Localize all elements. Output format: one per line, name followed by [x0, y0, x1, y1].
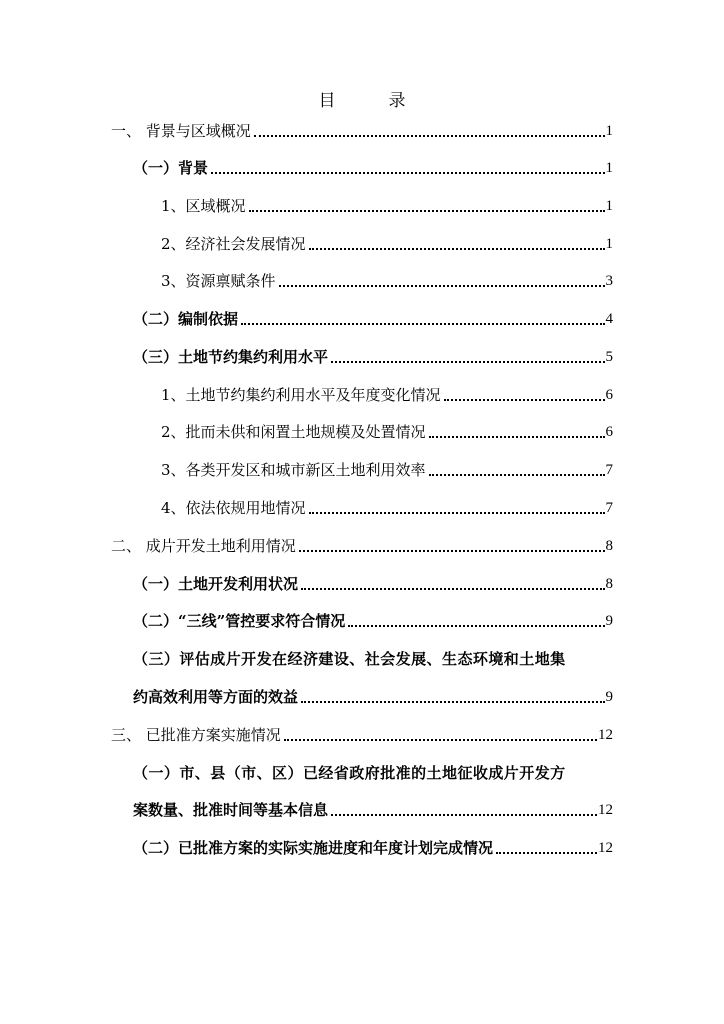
- toc-page-number: 1: [605, 198, 613, 214]
- toc-leader-dots: [309, 512, 605, 514]
- toc-entry-text: 约高效利用等方面的效益: [133, 688, 299, 706]
- toc-leader-dots: [301, 588, 604, 590]
- toc-entry-text: 2、经济社会发展情况: [161, 235, 306, 253]
- toc-page-number: 7: [605, 462, 613, 478]
- toc-leader-dots: [211, 172, 604, 174]
- toc-title: 目 录: [318, 91, 424, 111]
- toc-entry-chapter-1[interactable]: [111, 121, 613, 141]
- toc-entry-section-continuation[interactable]: [133, 800, 613, 820]
- toc-entry-section-continuation[interactable]: [133, 687, 613, 707]
- toc-leader-dots: [496, 852, 597, 854]
- toc-page-number: 4: [605, 311, 613, 327]
- toc-entry-subsection[interactable]: [161, 234, 613, 254]
- toc-entry-text: 2、批而未供和闲置土地规模及处置情况: [161, 423, 426, 441]
- toc-entry-text: 三、 已批准方案实施情况: [111, 726, 281, 744]
- toc-leader-dots: [348, 625, 604, 627]
- toc-entry-section[interactable]: [133, 574, 613, 594]
- toc-entry-text: （三）土地节约集约利用水平: [133, 348, 329, 366]
- toc-entry-text: （三）评估成片开发在经济建设、社会发展、生态环境和土地集: [133, 650, 566, 668]
- toc-entry-section[interactable]: [133, 347, 613, 367]
- toc-entry-text: 4、依法依规用地情况: [161, 499, 306, 517]
- toc-leader-dots: [301, 701, 604, 703]
- toc-page-number: 5: [605, 349, 613, 365]
- toc-page-number: 8: [605, 576, 613, 592]
- toc-entry-text: 1、区域概况: [161, 197, 246, 215]
- toc-entry-text: （二）编制依据: [133, 310, 239, 328]
- toc-entry-section-wrapped[interactable]: [133, 649, 613, 669]
- toc-leader-dots: [249, 210, 605, 212]
- toc-leader-dots: [284, 739, 597, 741]
- toc-page-number: 12: [598, 840, 613, 856]
- toc-leader-dots: [429, 436, 605, 438]
- toc-entry-section[interactable]: [133, 611, 613, 631]
- toc-page-number: 9: [605, 613, 613, 629]
- toc-page-number: 12: [598, 802, 613, 818]
- toc-entry-subsection[interactable]: [161, 196, 613, 216]
- toc-leader-dots: [429, 474, 605, 476]
- toc-entry-text: 一、 背景与区域概况: [111, 122, 251, 140]
- toc-leader-dots: [279, 285, 605, 287]
- toc-entry-section-wrapped[interactable]: [133, 763, 613, 783]
- toc-leader-dots: [331, 361, 604, 363]
- toc-entry-subsection[interactable]: [161, 385, 613, 405]
- toc-page-number: 1: [605, 236, 613, 252]
- toc-entry-chapter-3[interactable]: [111, 725, 613, 745]
- toc-entry-text: （一）市、县（市、区）已经省政府批准的土地征收成片开发方: [133, 764, 566, 782]
- toc-leader-dots: [444, 399, 605, 401]
- toc-entry-text: （二）“三线”管控要求符合情况: [133, 612, 346, 630]
- toc-entry-subsection[interactable]: [161, 460, 613, 480]
- toc-page-number: 12: [598, 727, 613, 743]
- toc-entry-section[interactable]: [133, 309, 613, 329]
- toc-entry-text: （一）背景: [133, 159, 209, 177]
- toc-entry-text: 3、各类开发区和城市新区土地利用效率: [161, 461, 426, 479]
- toc-page-number: 7: [605, 500, 613, 516]
- toc-entry-section[interactable]: [133, 838, 613, 858]
- toc-entry-text: （二）已批准方案的实际实施进度和年度计划完成情况: [133, 839, 494, 857]
- toc-leader-dots: [309, 248, 605, 250]
- toc-entry-text: 二、 成片开发土地利用情况: [111, 537, 296, 555]
- toc-leader-dots: [254, 135, 605, 137]
- toc-entry-text: 1、土地节约集约利用水平及年度变化情况: [161, 386, 441, 404]
- toc-entry-subsection[interactable]: [161, 422, 613, 442]
- toc-page-number: 8: [605, 538, 613, 554]
- toc-entry-section[interactable]: [133, 158, 613, 178]
- toc-page-number: 1: [605, 123, 613, 139]
- toc-leader-dots: [331, 814, 597, 816]
- toc-leader-dots: [299, 550, 605, 552]
- toc-page-number: 3: [605, 273, 613, 289]
- toc-entry-text: 3、资源禀赋条件: [161, 272, 276, 290]
- toc-entry-subsection[interactable]: [161, 271, 613, 291]
- toc-leader-dots: [241, 323, 604, 325]
- toc-page-number: 9: [605, 689, 613, 705]
- toc-page-number: 6: [605, 387, 613, 403]
- toc-page-number: 1: [605, 160, 613, 176]
- toc-entry-text: 案数量、批准时间等基本信息: [133, 801, 329, 819]
- toc-entry-chapter-2[interactable]: [111, 536, 613, 556]
- toc-page-number: 6: [605, 424, 613, 440]
- toc-entry-text: （一）土地开发利用状况: [133, 575, 299, 593]
- toc-entry-subsection[interactable]: [161, 498, 613, 518]
